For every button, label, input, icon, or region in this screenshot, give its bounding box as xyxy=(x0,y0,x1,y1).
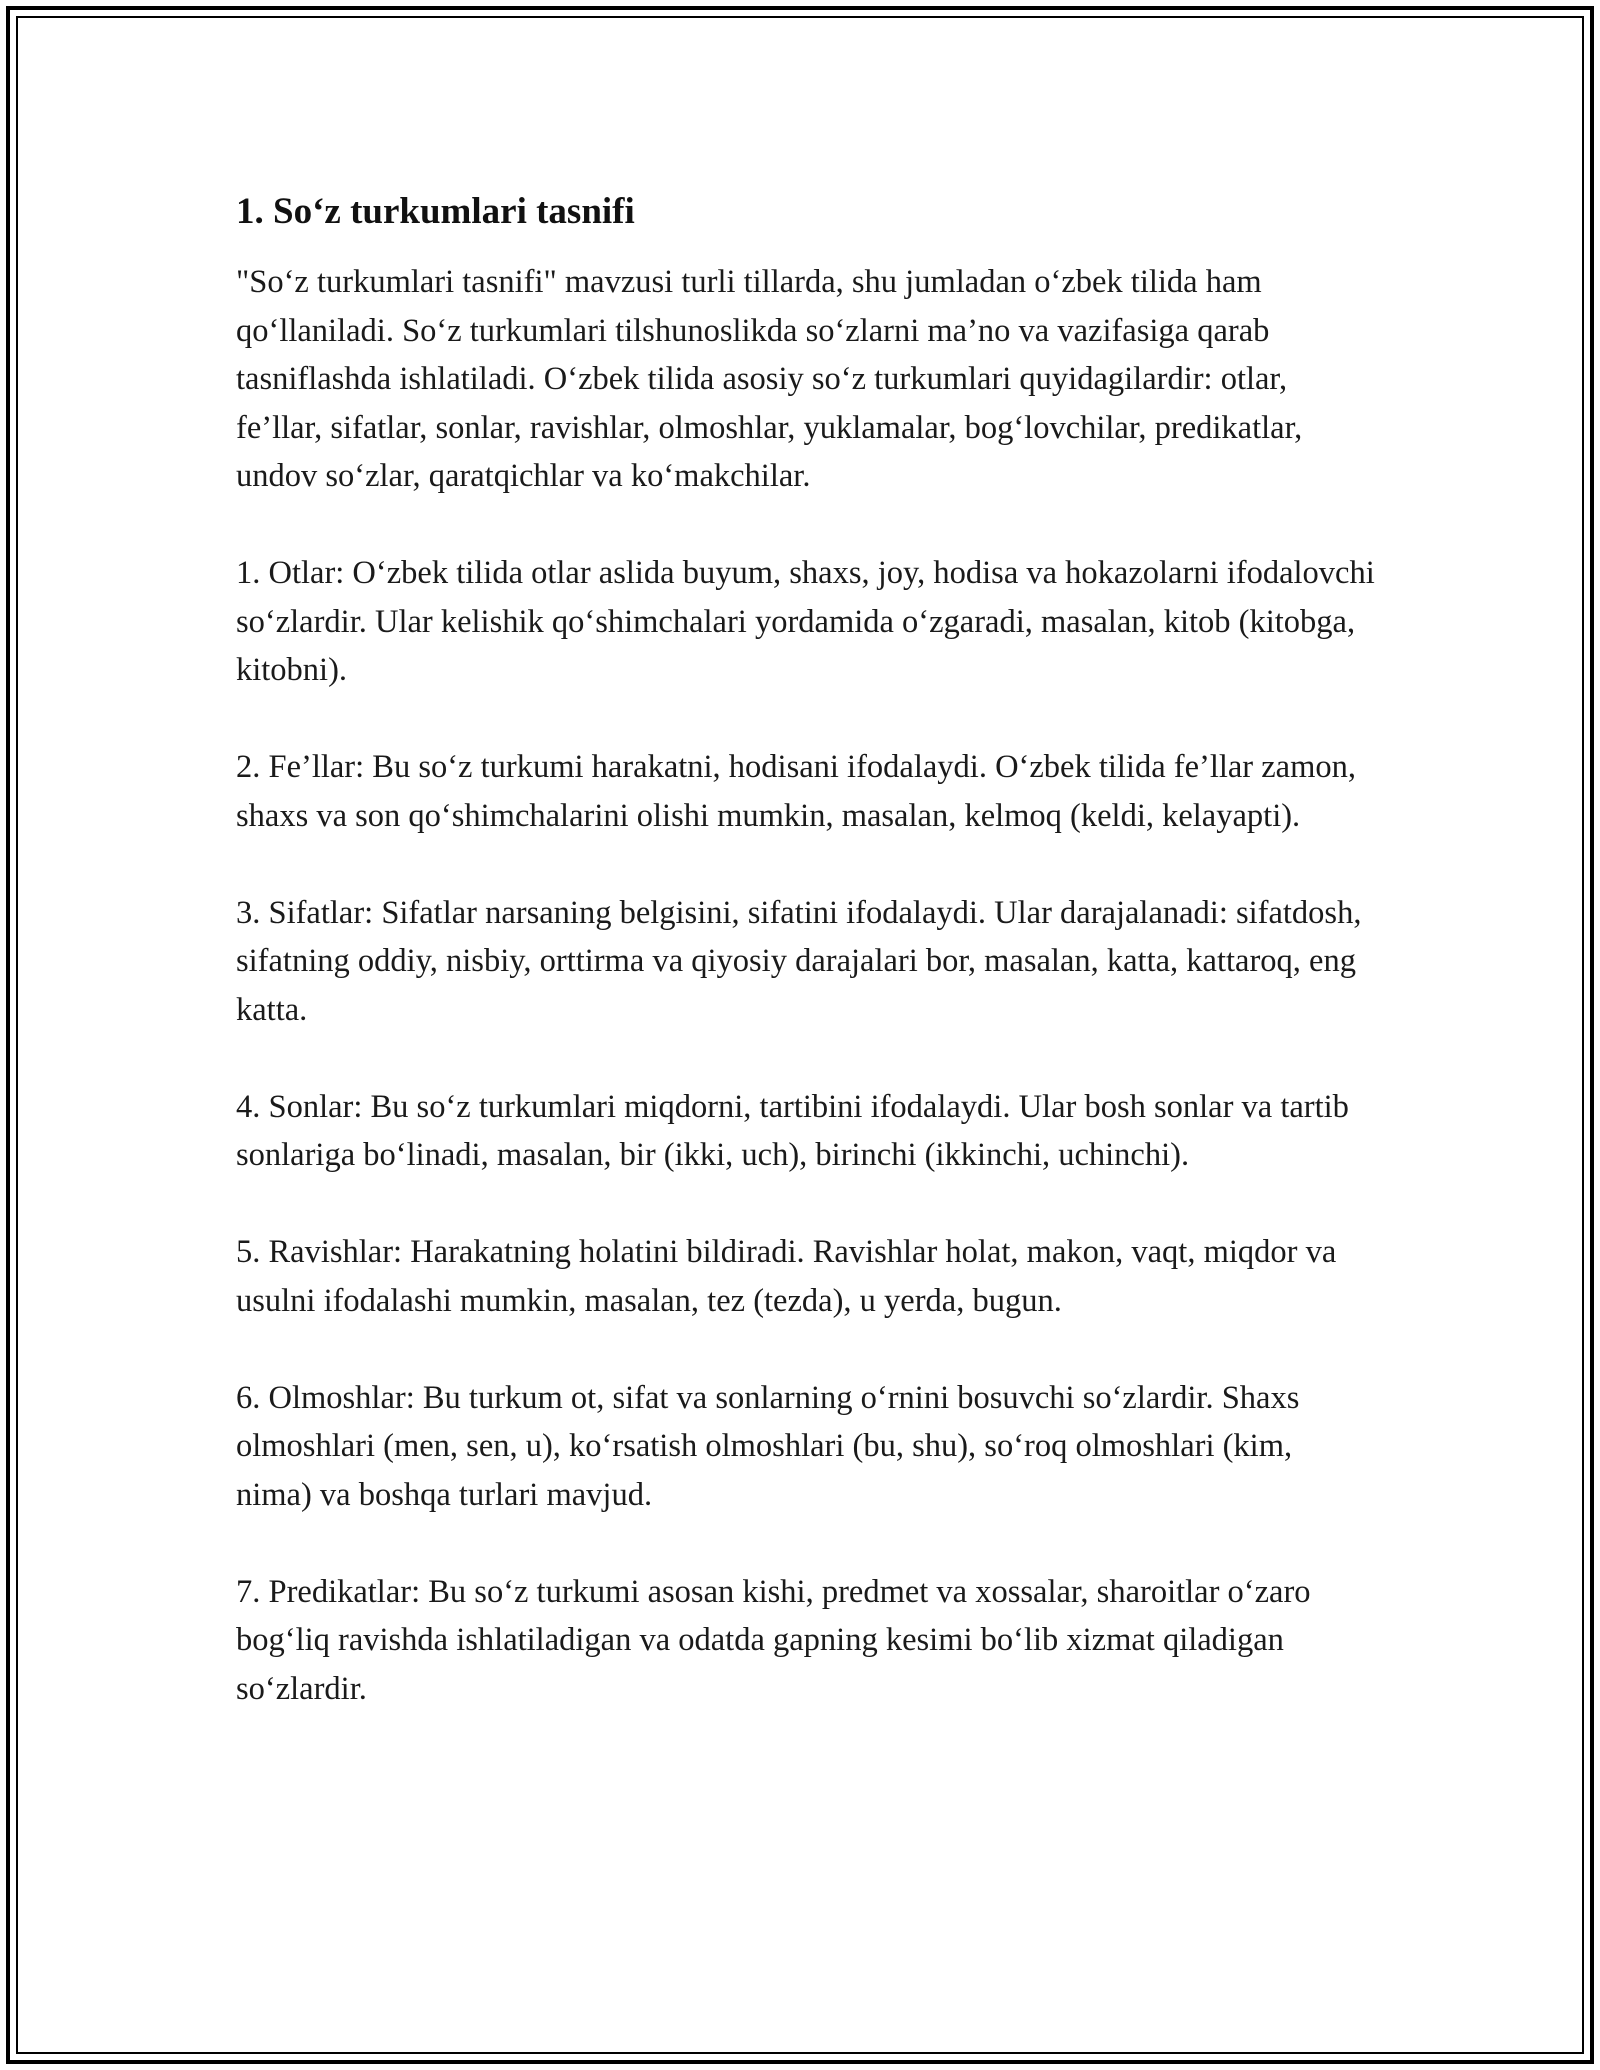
intro-paragraph: "So‘z turkumlari tasnifi" mavzusi turli tillarda, shu jumladan o‘zbek tilida ham qo‘llaniladi. So‘z turkumlari tilshunoslikda so‘zlarni ma’no va vazifasiga qarab tasniflashda ishlatiladi. O‘zbek tilida asosiy so‘z turkumlari quyidagilardir: otlar, fe’llar, sifatlar, sonlar, ravishlar, olmoshlar, yuklamalar, bog‘lovchilar, predikatlar, undov so‘zlar, qaratqichlar va ko‘makchilar. xyxy=(236,264,1303,494)
paragraph-olmoshlar: 6. Olmoshlar: Bu turkum ot, sifat va sonlarning o‘rnini bosuvchi so‘zlardir. Shaxs olmoshlari (men, sen, u), ko‘rsatish olmoshlari (bu, shu), so‘roq olmoshlari (kim, nima) va boshqa turlari mavjud. xyxy=(236,1379,1300,1513)
paragraph-fellar: 2. Fe’llar: Bu so‘z turkumi harakatni, hodisani ifodalaydi. O‘zbek tilida fe’llar zamon, shaxs va son qo‘shimchalarini olishi mumkin, masalan, kelmoq (keldi, kelayapti). xyxy=(236,749,1357,834)
paragraph-sifatlar: 3. Sifatlar: Sifatlar narsaning belgisini, sifatini ifodalaydi. Ular darajalanadi: sifatdosh, sifatning oddiy, nisbiy, orttirma va qiyosiy darajalari bor, masalan, katta, kattaroq, eng katta. xyxy=(236,894,1362,1028)
document-title: 1. So‘z turkumlari tasnifi xyxy=(236,191,635,232)
paragraph-predikatlar: 7. Predikatlar: Bu so‘z turkumi asosan kishi, predmet va xossalar, sharoitlar o‘zaro bog‘liq ravishda ishlatiladigan va odatda gapning kesimi bo‘lib xizmat qiladigan so‘zlardir. xyxy=(236,1573,1311,1707)
document-body xyxy=(236,186,1376,1762)
paragraph-otlar: 1. Otlar: O‘zbek tilida otlar aslida buyum, shaxs, joy, hodisa va hokazolarni ifodalovchi so‘zlardir. Ular kelishik qo‘shimchalari yordamida o‘zgaradi, masalan, kitob (kitobga, kitobni). xyxy=(236,555,1375,688)
paragraph-sonlar: 4. Sonlar: Bu so‘z turkumlari miqdorni, tartibini ifodalaydi. Ular bosh sonlar va tartib sonlariga bo‘linadi, masalan, bir (ikki, uch), birinchi (ikkinchi, uchinchi). xyxy=(236,1088,1349,1173)
paragraph-ravishlar: 5. Ravishlar: Harakatning holatini bildiradi. Ravishlar holat, makon, vaqt, miqdor va usulni ifodalashi mumkin, masalan, tez (tezda), u yerda, bugun. xyxy=(236,1234,1337,1319)
